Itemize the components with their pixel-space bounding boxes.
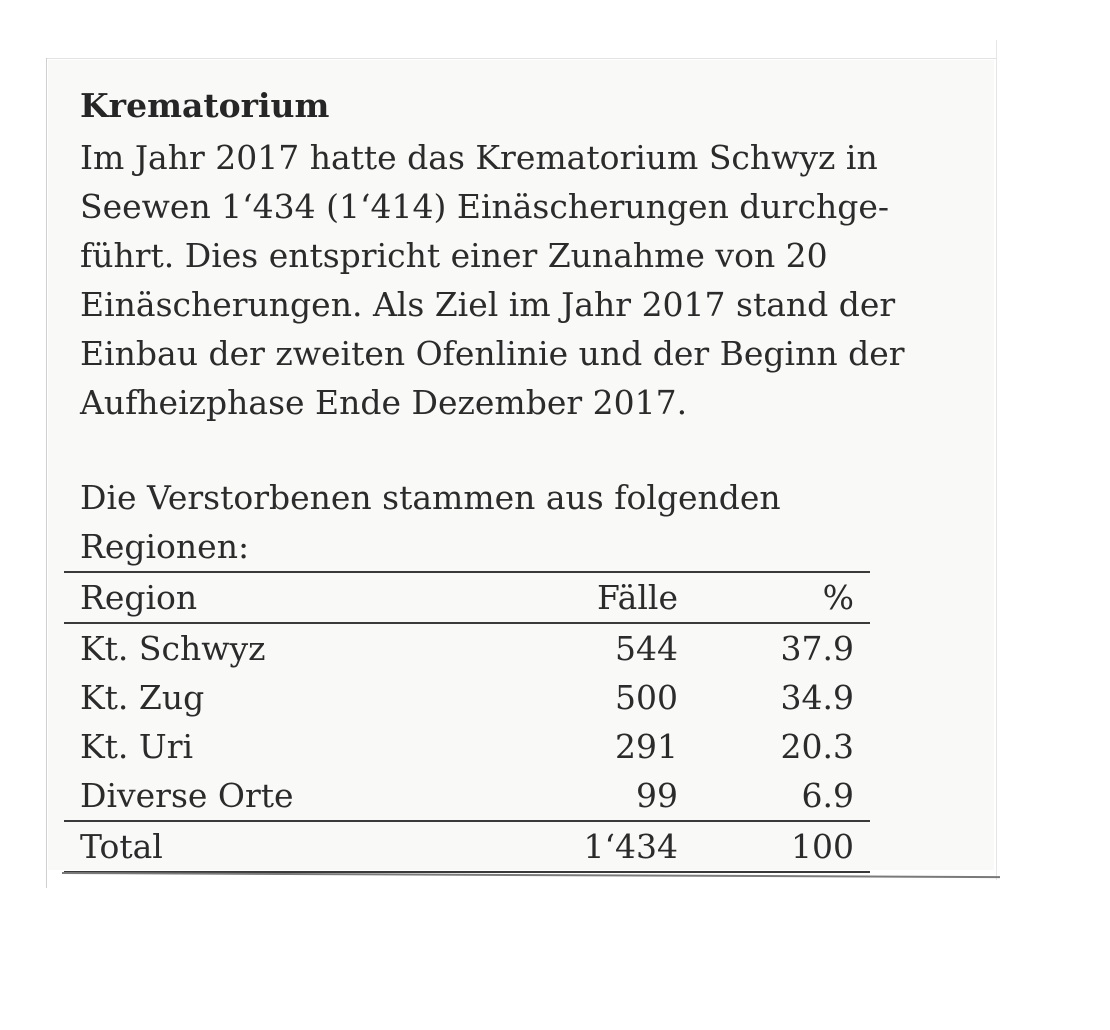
table-total-row <box>80 822 860 872</box>
header-cases: Fälle <box>597 578 678 617</box>
cell-cases: 291 <box>615 727 678 766</box>
cell-region: Kt. Zug <box>80 678 205 717</box>
total-label: Total <box>80 827 163 866</box>
total-percent: 100 <box>791 827 854 866</box>
table-header-row <box>80 573 860 623</box>
cell-percent: 20.3 <box>780 727 854 766</box>
cell-cases: 544 <box>615 629 678 668</box>
header-percent: % <box>822 578 854 617</box>
header-region: Region <box>80 578 198 617</box>
body-paragraph <box>80 133 980 427</box>
cell-cases: 500 <box>615 678 678 717</box>
cell-cases: 99 <box>636 776 678 815</box>
cell-region: Kt. Uri <box>80 727 194 766</box>
table-row <box>80 624 860 674</box>
table-intro <box>80 473 781 571</box>
paragraph-line: Einäscherungen. Als Ziel im Jahr 2017 stand der <box>80 285 896 324</box>
cell-percent: 34.9 <box>780 678 854 717</box>
table-row <box>80 673 860 723</box>
intro-line: Regionen: <box>80 527 250 566</box>
cell-percent: 6.9 <box>801 776 854 815</box>
paragraph-line: Einbau der zweiten Ofenlinie und der Beginn der <box>80 334 905 373</box>
paragraph-line: Aufheizphase Ende Dezember 2017. <box>80 383 688 422</box>
paragraph-line: führt. Dies entspricht einer Zunahme von 20 <box>80 236 828 275</box>
paragraph-line: Seewen 1‘434 (1‘414) Einäscherungen durchge- <box>80 187 889 226</box>
scan-edge-left <box>46 58 47 888</box>
intro-line: Die Verstorbenen stammen aus folgenden <box>80 478 781 517</box>
paragraph-line: Im Jahr 2017 hatte das Krematorium Schwyz in <box>80 138 878 177</box>
cell-region: Kt. Schwyz <box>80 629 266 668</box>
cell-percent: 37.9 <box>780 629 854 668</box>
scan-edge-right <box>996 40 997 880</box>
section-heading: Krematorium <box>80 86 330 125</box>
cell-region: Diverse Orte <box>80 776 294 815</box>
table-row <box>80 722 860 772</box>
total-cases: 1‘434 <box>583 827 678 866</box>
scan-edge-top <box>46 58 996 59</box>
table-row <box>80 771 860 821</box>
